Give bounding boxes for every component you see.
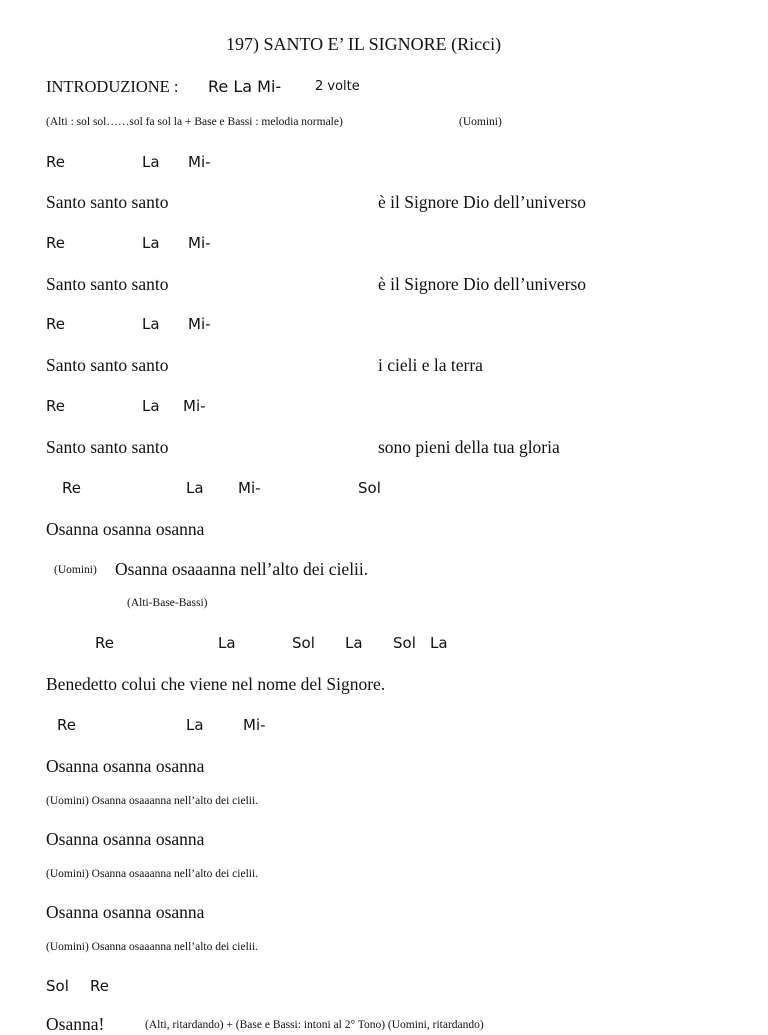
chord-re: Re [46,397,65,415]
chord-mi-minor: Mi- [188,234,211,252]
lyric-line: Osanna osanna osanna [46,829,205,849]
chord-mi-minor: Mi- [188,153,211,171]
chord-re: Re [46,234,65,252]
chord-sol: Sol [292,634,315,652]
chord-re: Re [46,153,65,171]
lyric-line: Santo santo santo [46,355,169,375]
chord-re: Re [95,634,114,652]
men-tag: (Uomini) [54,564,97,576]
chord-re: Re [57,716,76,734]
chord-la: La [186,716,204,734]
chord-la: La [142,234,160,252]
intro-label: INTRODUZIONE : [46,77,179,96]
lyric-line-men: Osanna osaaanna nell’alto dei cielii. [115,559,369,579]
chord-la: La [186,479,204,497]
lyric-line: Osanna osanna osanna [46,902,205,922]
lyric-line: Santo santo santo [46,274,169,294]
intro-repeat: 2 volte [315,79,360,94]
lyric-line: Santo santo santo [46,437,169,457]
chord-la: La [142,153,160,171]
lyric-line: Osanna! [46,1014,105,1034]
lyric-line: Santo santo santo [46,192,169,212]
chord-la: La [218,634,236,652]
chord-la: La [142,397,160,415]
lyric-line: i cieli e la terra [378,355,483,375]
chord-la: La [430,634,448,652]
ending-note: (Alti, ritardando) + (Base e Bassi: intoni al 2° Tono) (Uomini, ritardando) [145,1019,484,1031]
lyric-line: è il Signore Dio dell’universo [378,192,587,212]
page-title: 197) SANTO E’ IL SIGNORE (Ricci) [226,34,502,54]
chord-sol: Sol [358,479,381,497]
chord-re: Re [62,479,81,497]
chord-sol: Sol [46,977,69,995]
intro-note-men: (Uomini) [459,116,502,128]
lyric-line: Osanna osanna osanna [46,519,205,539]
voices-note: (Alti-Base-Bassi) [127,597,208,609]
chord-mi-minor: Mi- [183,397,206,415]
men-line: (Uomini) Osanna osaaanna nell’alto dei cielii. [46,868,259,880]
lyric-line: Osanna osanna osanna [46,756,205,776]
lyric-line: Benedetto colui che viene nel nome del Signore. [46,674,386,694]
chord-mi-minor: Mi- [238,479,261,497]
chord-la: La [345,634,363,652]
intro-note: (Alti : sol sol……sol fa sol la + Base e Bassi : melodia normale) [46,116,343,128]
chord-la: La [142,315,160,333]
lyric-line: è il Signore Dio dell’universo [378,274,587,294]
intro-chords: Re La Mi- [208,77,282,96]
chord-mi-minor: Mi- [188,315,211,333]
chord-re: Re [90,977,109,995]
chord-re: Re [46,315,65,333]
chord-sol: Sol [393,634,416,652]
chord-mi-minor: Mi- [243,716,266,734]
men-line: (Uomini) Osanna osaaanna nell’alto dei cielii. [46,941,259,953]
men-line: (Uomini) Osanna osaaanna nell’alto dei cielii. [46,795,259,807]
lyric-line: sono pieni della tua gloria [378,437,560,457]
